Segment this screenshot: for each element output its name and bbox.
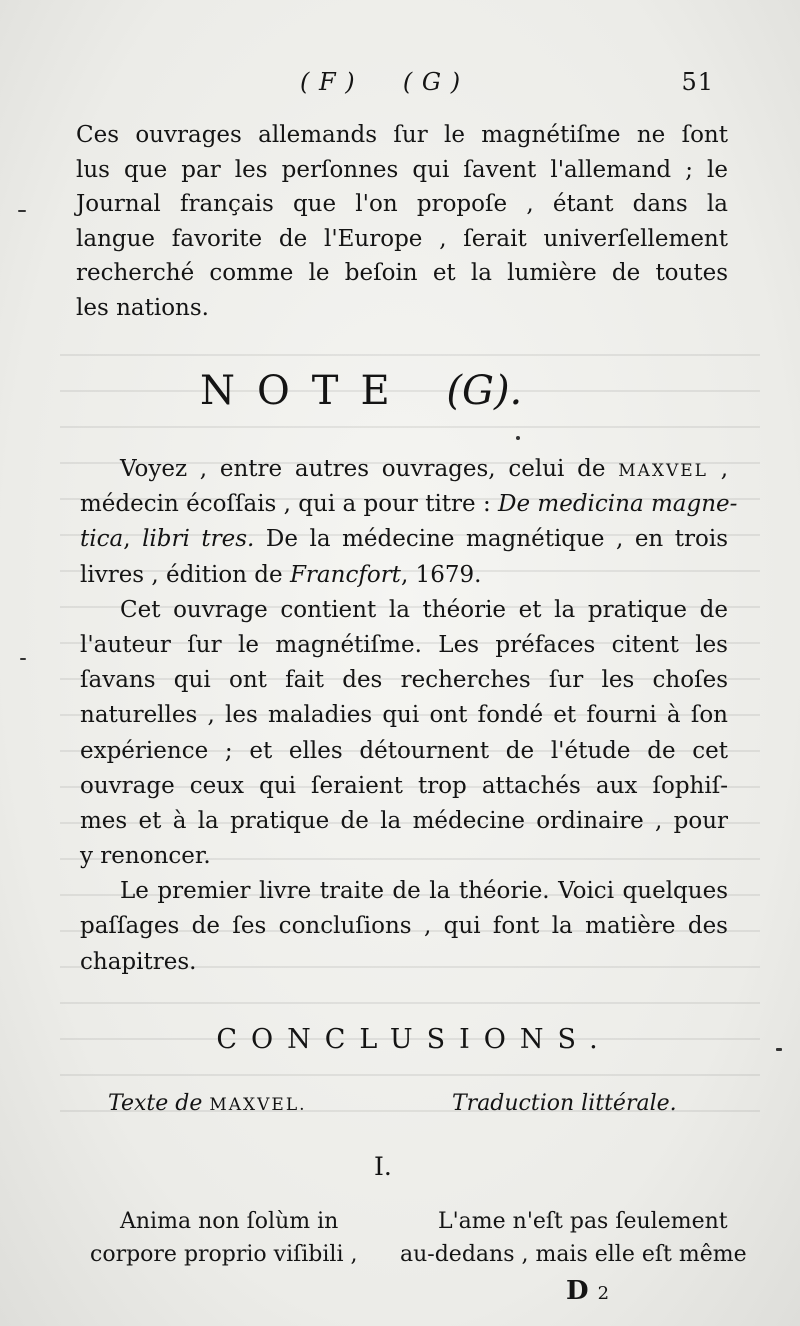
text-line: y renoncer. — [80, 843, 211, 870]
ink-speck — [776, 1048, 782, 1051]
latin-column — [90, 1205, 372, 1271]
left-column-heading — [108, 1091, 307, 1116]
text-run: médecin écoſſais , qui a pour titre : — [80, 491, 499, 518]
text-line: chapitres. — [80, 948, 197, 975]
book-title: tica — [80, 526, 124, 553]
signature-letter: D — [566, 1276, 589, 1306]
text-line: l'auteur ſur le magnétiſme. Les préfaces citent les — [80, 631, 728, 658]
ink-speck — [20, 658, 26, 660]
text-run: , — [123, 526, 143, 553]
text-line — [80, 452, 728, 487]
conclusions-heading: CONCLUSIONS. — [216, 1024, 612, 1055]
note-heading — [200, 368, 580, 414]
text-line: Cet ouvrage contient la théorie et la pratique de — [120, 596, 728, 623]
french-column — [400, 1205, 747, 1271]
text-line: lus que par les perſonnes qui ſavent l'allemand ; le — [76, 156, 728, 183]
text-line: recherché comme le beſoin et la lumière de toutes — [76, 260, 728, 287]
author-name: MAXVEL. — [209, 1095, 307, 1115]
text-line — [80, 522, 728, 557]
running-head — [300, 68, 720, 102]
text-line: mes et à la pratique de la médecine ordinaire , pour — [80, 807, 728, 834]
text-line: corpore proprio viſibili , — [90, 1242, 358, 1267]
heading-run: Texte de — [108, 1091, 203, 1116]
text-line: naturelles , les maladies qui ont fondé et fourni à ſon — [80, 702, 728, 729]
page-number: 51 — [681, 68, 714, 96]
text-line: expérience ; et elles détournent de l'étude de cet — [80, 737, 728, 764]
text-line: Le premier livre traite de la théorie. Voici quelques — [120, 878, 728, 905]
note-heading-mark: (G). — [446, 368, 523, 414]
text-run: Voyez , entre autres ouvrages, celui de — [120, 456, 619, 482]
text-run: De la médecine magnétique , en trois — [254, 526, 729, 553]
text-line: les nations. — [76, 294, 209, 321]
text-line: Journal français que l'on propoſe , étant dans la — [76, 191, 728, 218]
author-name: MAXVEL — [618, 461, 708, 481]
note-heading-word: NOTE — [200, 368, 412, 414]
book-title: libri tres. — [142, 526, 255, 553]
text-line — [80, 487, 738, 522]
right-column-heading: Traduction littérale. — [452, 1091, 677, 1116]
signature-number: 2 — [597, 1283, 610, 1304]
running-head-left-mark: ( F ) — [300, 68, 356, 96]
text-line — [80, 558, 728, 593]
text-line: au-dedans , mais elle eſt même — [400, 1242, 747, 1267]
note-body — [80, 452, 738, 980]
text-line: paſſages de ſes concluſions , qui font la matière des — [80, 913, 728, 940]
text-run: , — [707, 456, 729, 482]
text-line: langue favorite de l'Europe , ſerait univerſellement — [76, 225, 728, 252]
section-number: I. — [374, 1152, 392, 1181]
book-title: De medicina magne- — [498, 491, 738, 518]
text-run: livres , édition de — [80, 561, 290, 588]
text-line: Ces ouvrages allemands ſur le magnétiſme ne ſont — [76, 122, 728, 148]
text-line: L'ame n'eſt pas ſeulement — [438, 1209, 728, 1234]
paragraph-1 — [76, 118, 728, 326]
running-head-right-mark: ( G ) — [402, 68, 462, 96]
text-line: ſavans qui ont fait des recherches ſur les choſes — [80, 667, 728, 694]
ink-speck — [516, 436, 520, 440]
text-line: ouvrage ceux qui ſeraient trop attachés aux ſophiſ- — [80, 772, 728, 799]
signature-mark — [566, 1276, 609, 1306]
text-run: , 1679. — [400, 561, 482, 588]
place-name: Francfort — [289, 561, 401, 588]
text-line: Anima non ſolùm in — [120, 1209, 339, 1234]
ink-speck — [18, 210, 26, 212]
